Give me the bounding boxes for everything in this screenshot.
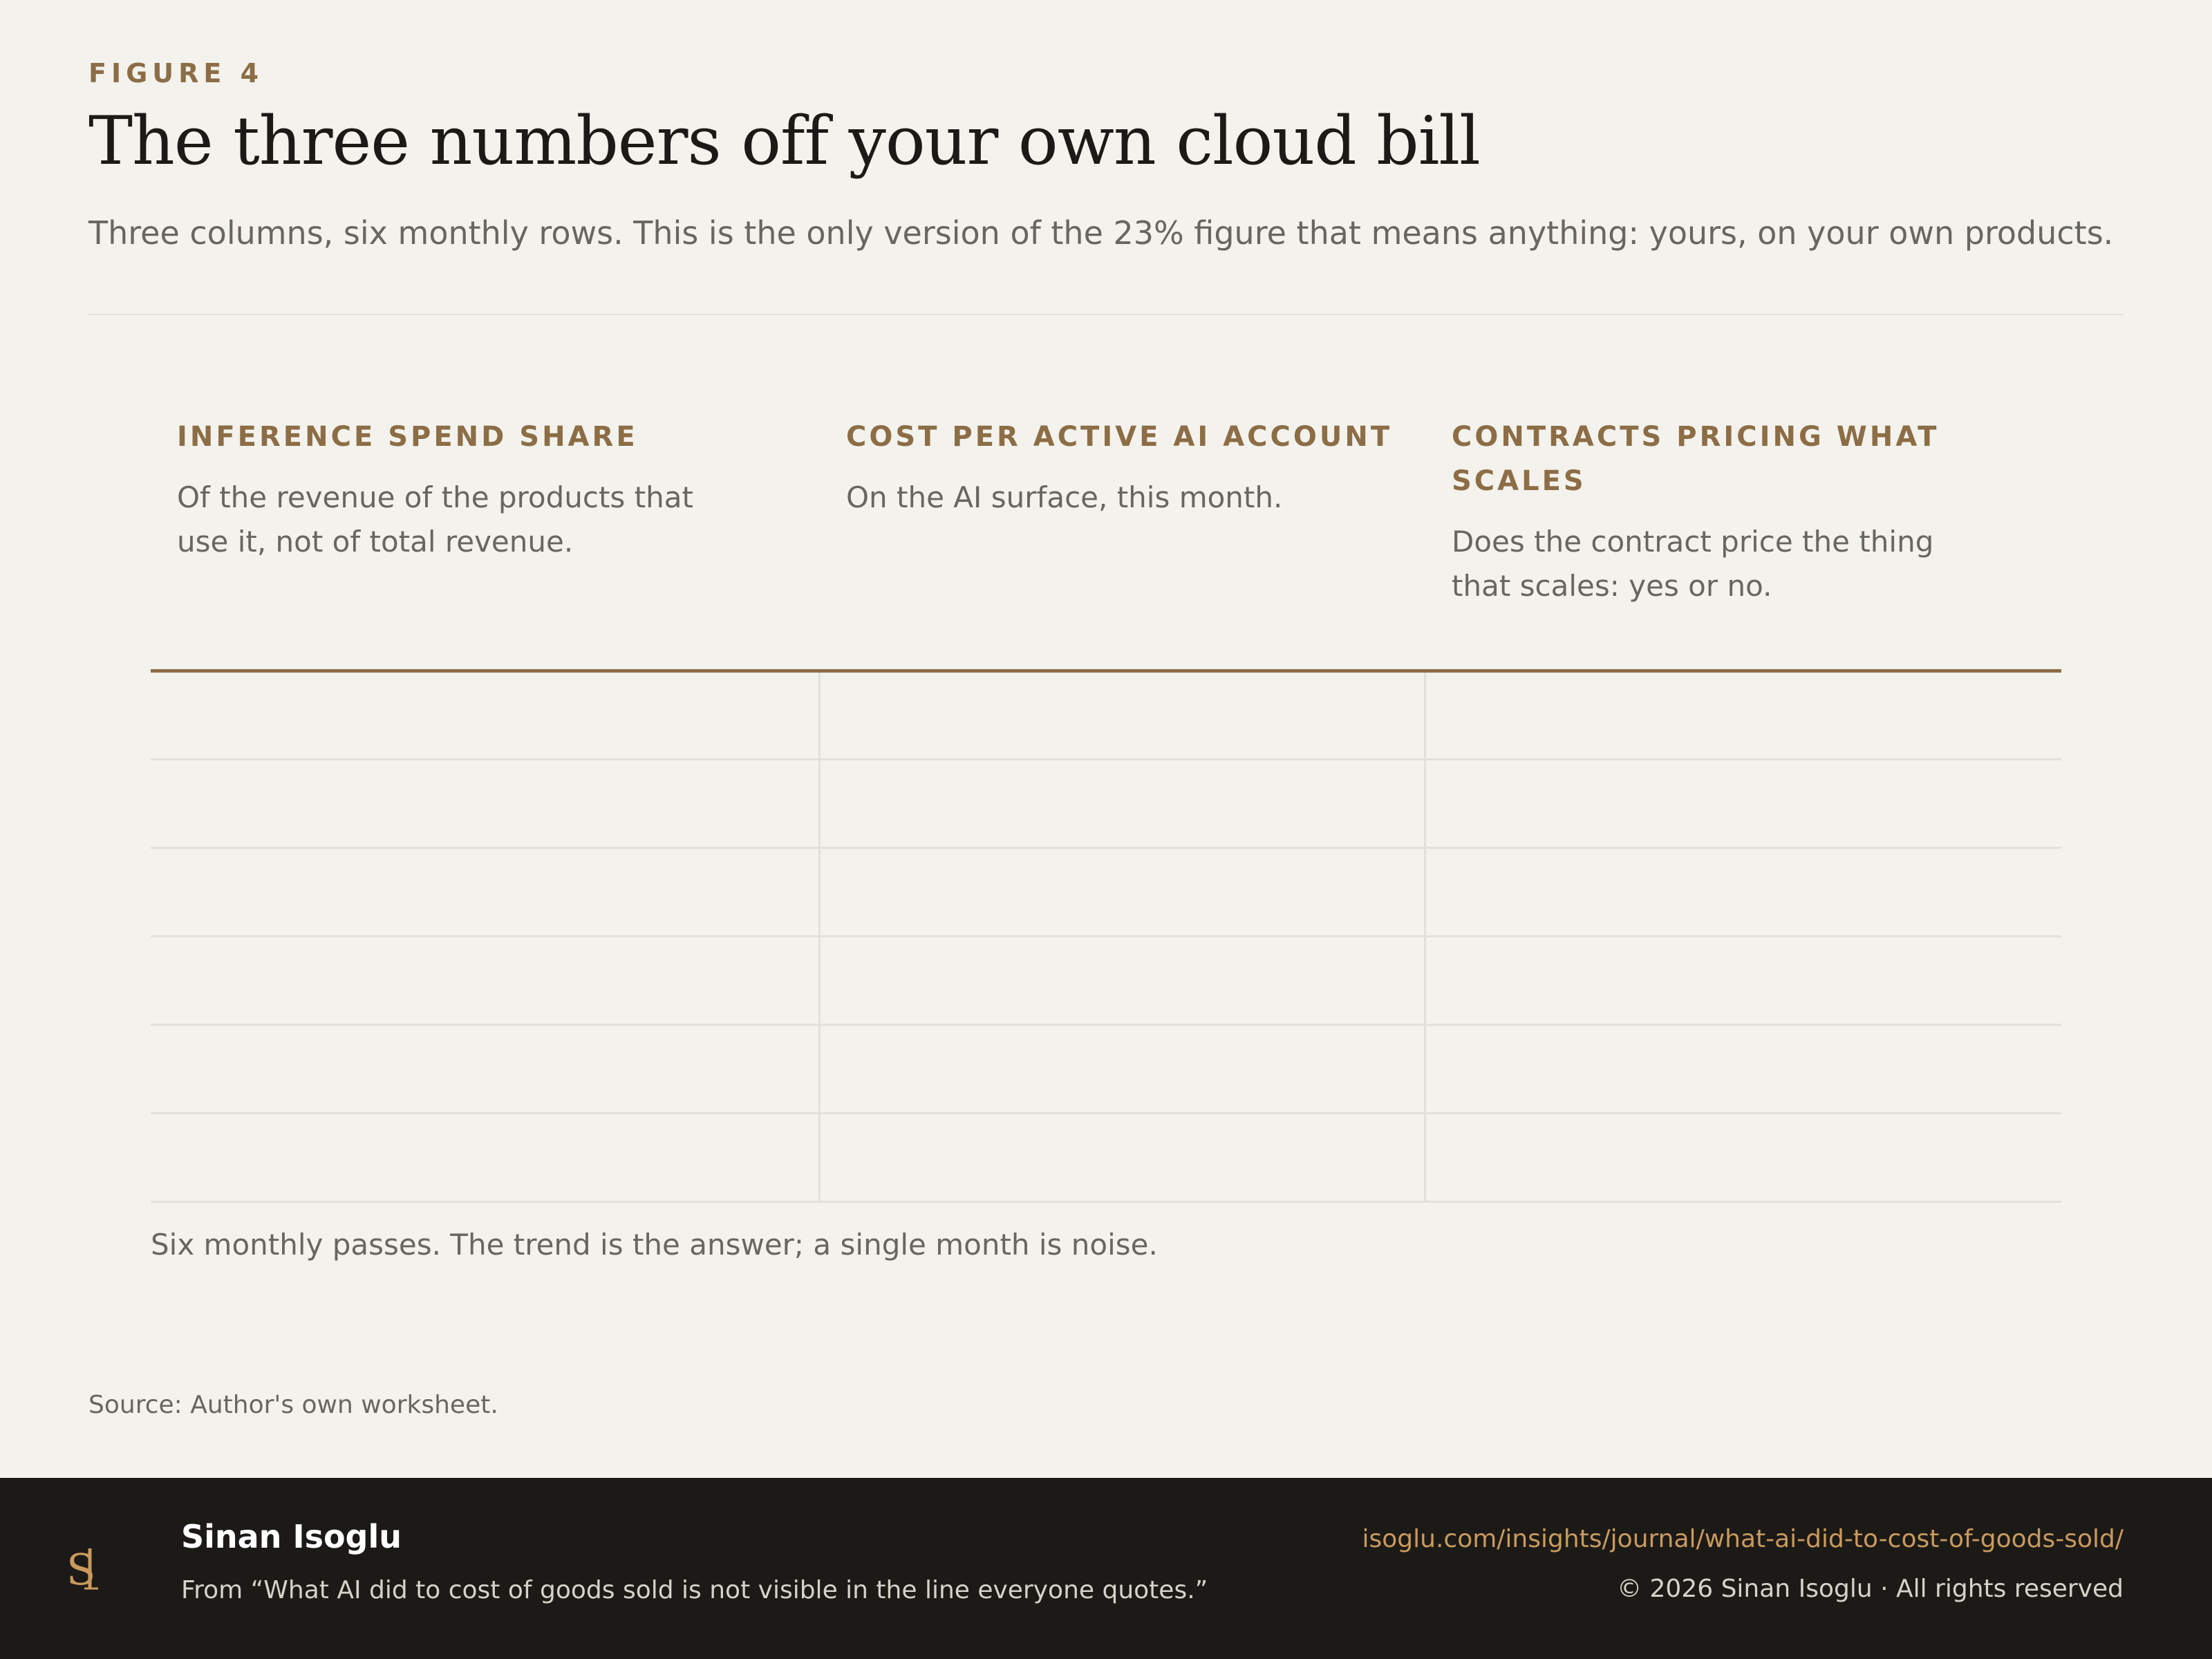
table-row — [151, 758, 2061, 760]
column-description: Of the revenue of the products that use it, not of total revenue. — [177, 480, 693, 559]
column-title: COST PER ACTIVE AI ACCOUNT — [846, 421, 1393, 453]
table-row — [151, 1024, 2061, 1026]
logo-letter-s: S — [66, 1544, 96, 1595]
source-note: Source: Author's own worksheet. — [88, 1391, 498, 1419]
copyright: © 2026 Sinan Isoglu · All rights reserved — [1617, 1575, 2124, 1603]
author-name: Sinan Isoglu — [181, 1518, 402, 1555]
page-title: The three numbers off your own cloud bill — [88, 102, 1480, 180]
header-divider — [88, 314, 2124, 315]
article-reference: From “What AI did to cost of goods sold is not visible in the line everyone quotes.” — [181, 1576, 1208, 1604]
article-link[interactable]: isoglu.com/insights/journal/what-ai-did-to-cost-of-goods-sold/ — [1362, 1525, 2124, 1553]
table-body — [151, 673, 2061, 1201]
page-subtitle: Three columns, six monthly rows. This is the only version of the 23% figure that means anything: yours, on your own products. — [88, 214, 2114, 252]
column-header-cost-per-active-ai-account — [846, 415, 1399, 520]
table-row — [151, 1201, 2061, 1203]
table-row — [151, 847, 2061, 849]
table-row — [151, 935, 2061, 937]
figure-label: FIGURE 4 — [88, 58, 264, 88]
column-header-inference-spend-share — [177, 415, 702, 564]
column-description: Does the contract price the thing that scales: yes or no. — [1452, 525, 1934, 603]
column-description: On the AI surface, this month. — [846, 480, 1283, 514]
column-title: INFERENCE SPEND SHARE — [177, 421, 638, 453]
footer — [0, 1478, 2212, 1659]
column-header-contracts-pricing-what-scales — [1452, 415, 1949, 608]
column-title: CONTRACTS PRICING WHAT SCALES — [1452, 421, 1940, 497]
monogram-logo — [64, 1539, 119, 1601]
table-row — [151, 1112, 2061, 1114]
table-note: Six monthly passes. The trend is the answer; a single month is noise. — [151, 1228, 1158, 1262]
